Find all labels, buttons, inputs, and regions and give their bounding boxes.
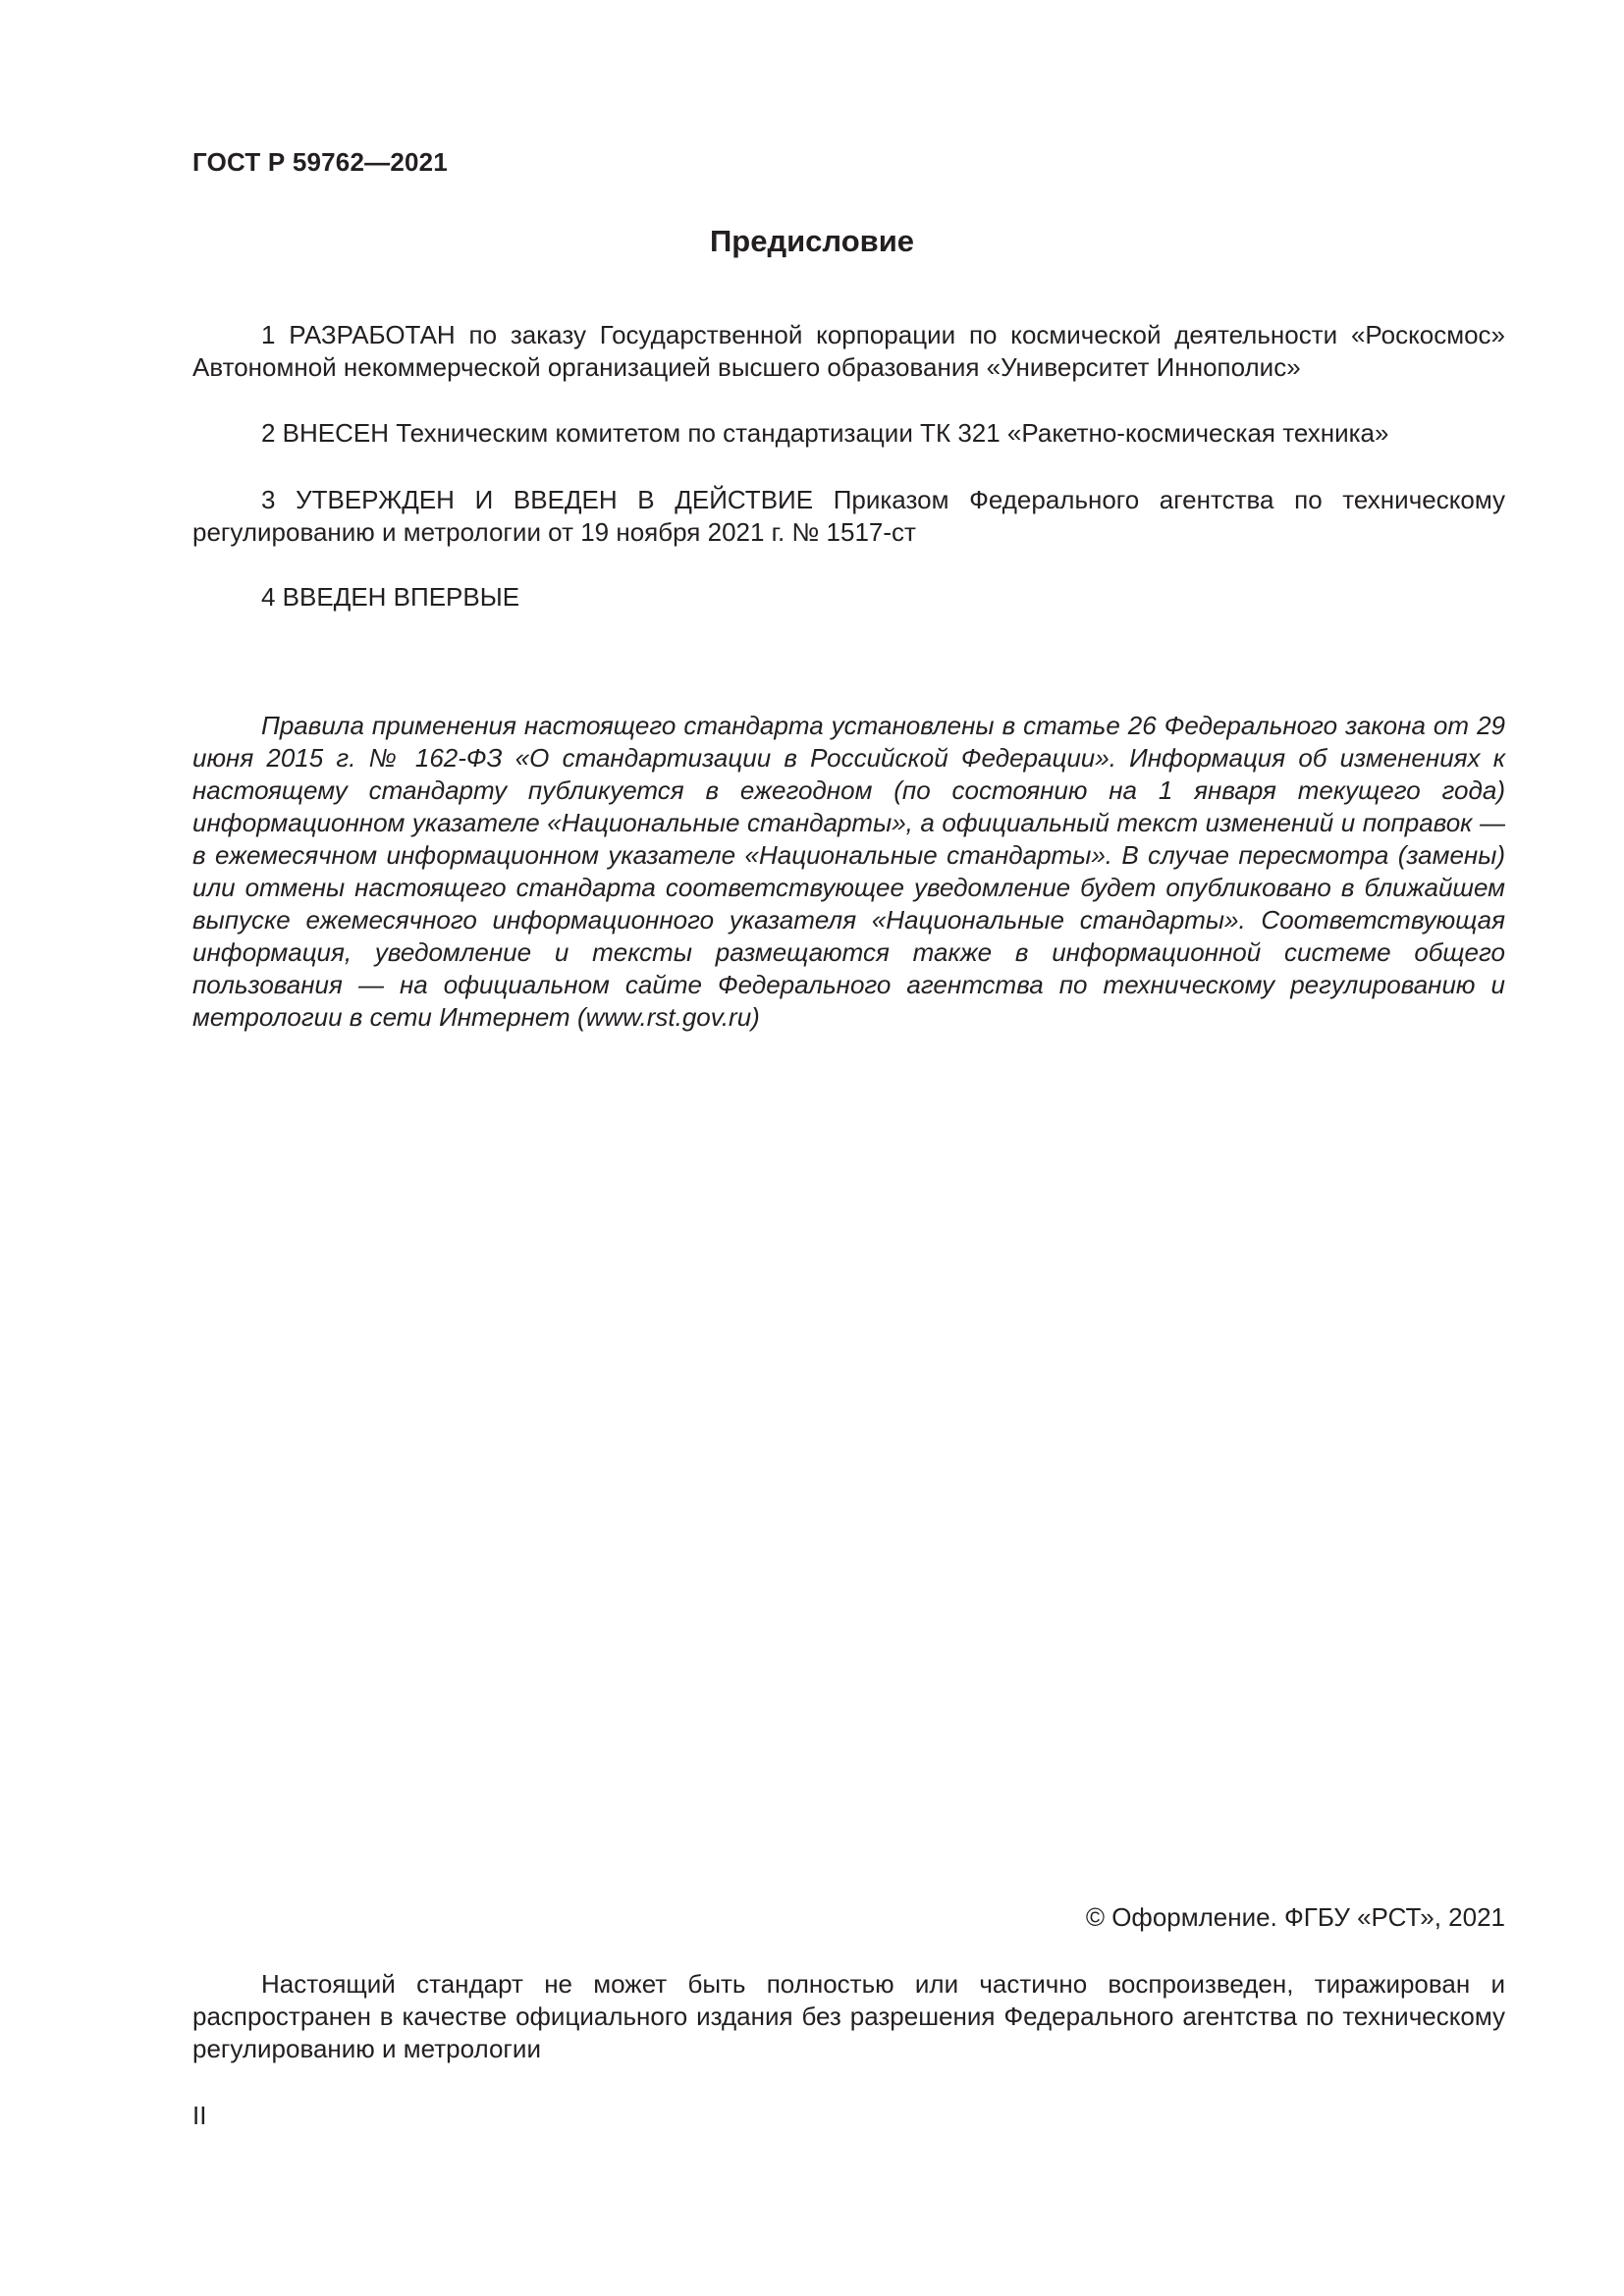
page-number: II bbox=[192, 2101, 207, 2130]
foreword-item-3: 3 УТВЕРЖДЕН И ВВЕДЕН В ДЕЙСТВИЕ Приказом Федерального агентства по техническому регулированию и метрологии от 19 ноября 2021 г. № 1517-ст bbox=[192, 485, 1505, 547]
document-id-header: ГОСТ Р 59762—2021 bbox=[192, 147, 448, 177]
reproduction-notice: Настоящий стандарт не может быть полностью или частично воспроизведен, тиражирован и распространен в качестве официального издания без разрешения Федерального агентства по техническому регулированию и метрологии bbox=[192, 1969, 1505, 2063]
foreword-item-1: 1 РАЗРАБОТАН по заказу Государственной корпорации по космической деятельности «Роскосмос» Автономной некоммерческой организацией высшего образования «Университет Иннополис» bbox=[192, 320, 1505, 382]
copyright-line: © Оформление. ФГБУ «РСТ», 2021 bbox=[1085, 1902, 1505, 1932]
foreword-item-2: 2 ВНЕСЕН Техническим комитетом по стандартизации ТК 321 «Ракетно-космическая техника» bbox=[261, 418, 1389, 448]
foreword-item-4: 4 ВВЕДЕН ВПЕРВЫЕ bbox=[261, 582, 520, 612]
application-rules-paragraph: Правила применения настоящего стандарта установлены в статье 26 Федерального закона от 29 июня 2015 г. № 162-ФЗ «О стандартизации в Российской Федерации». Информация об изменениях к настоящему стандарту публикуется в ежегодном (по состоянию на 1 января текущего года) информационном указателе «Национальные стандарты», а официальный текст изменений и поправок — в ежемесячном информационном указателе «Национальные стандарты». В случае пересмотра (замены) или отмены настоящего стандарта соответствующее уведомление будет опубликовано в ближайшем выпуске ежемесячного информационного указателя «Национальные стандарты». Соответствующая информация, уведомление и тексты размещаются также в информационной системе общего пользования — на официальном сайте Федерального агентства по техническому регулированию и метрологии в сети Интернет (www.rst.gov.ru) bbox=[192, 711, 1505, 1032]
page-title: Предисловие bbox=[709, 224, 914, 258]
